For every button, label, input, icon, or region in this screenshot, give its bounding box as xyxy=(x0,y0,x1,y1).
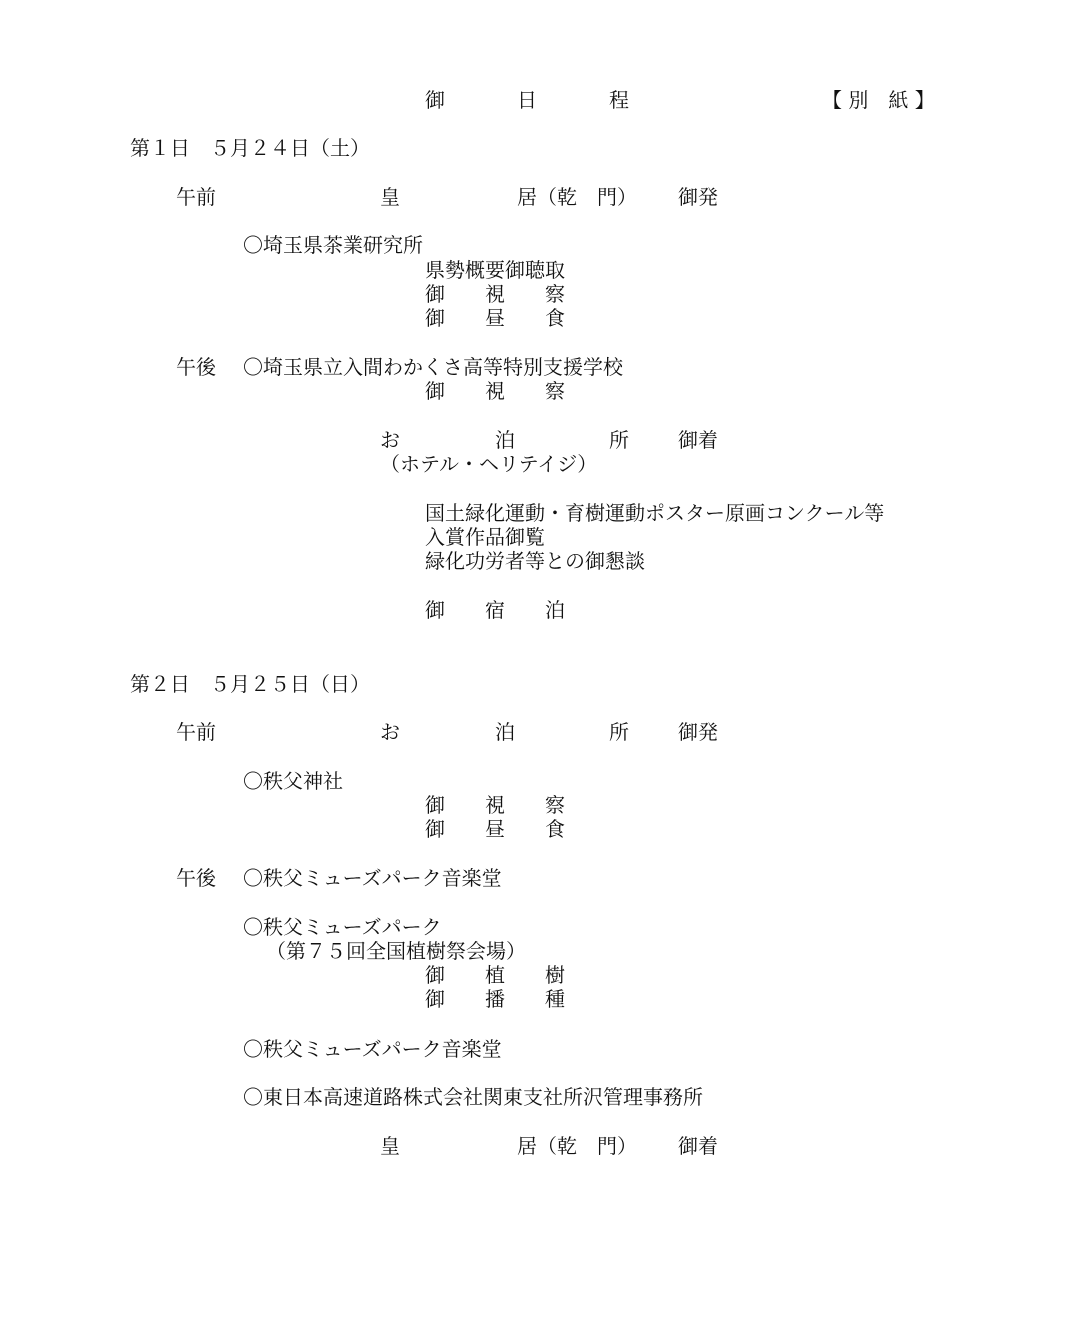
day1-departure-place2: 居（乾 門） xyxy=(517,185,637,209)
day2-pm-venue-2: 〇秩父ミューズパーク xyxy=(243,915,442,939)
day2-pm-venue-3: 〇秩父ミューズパーク音楽堂 xyxy=(243,1037,502,1061)
day1-arrival-c2: 泊 xyxy=(495,428,515,452)
day2-arrival-place2: 居（乾 門） xyxy=(517,1134,637,1158)
day2-pm-activity-2: 御 播 種 xyxy=(425,987,565,1011)
day1-departure-action: 御発 xyxy=(678,185,718,209)
day2-am-venue: 〇秩父神社 xyxy=(243,769,343,793)
title-char-2: 日 xyxy=(517,88,537,112)
day2-am-label: 午前 xyxy=(176,720,216,744)
day2-arrival-place1: 皇 xyxy=(380,1134,400,1158)
day1-arrival-c1: お xyxy=(380,428,400,452)
day1-pm-activity: 御 視 察 xyxy=(425,379,565,403)
day1-evening-1: 国土緑化運動・育樹運動ポスター原画コンクール等 xyxy=(425,501,885,525)
title-char-3: 程 xyxy=(609,88,629,112)
day2-pm-venue-1: 〇秩父ミューズパーク音楽堂 xyxy=(243,866,502,890)
day1-am-label: 午前 xyxy=(176,185,216,209)
day2-pm-activity-1: 御 植 樹 xyxy=(425,963,565,987)
day1-am-activity-3: 御 昼 食 xyxy=(425,306,565,330)
day1-am-venue: 〇埼玉県茶業研究所 xyxy=(243,233,423,257)
day2-pm-label: 午後 xyxy=(176,866,216,890)
day2-departure-c1: お xyxy=(380,720,400,744)
day1-arrival-action: 御着 xyxy=(678,428,718,452)
attachment-label: 【 別 紙 】 xyxy=(822,88,935,112)
day2-heading: 第２日 ５月２５日（日） xyxy=(130,672,370,696)
day1-departure-place1: 皇 xyxy=(380,185,400,209)
day1-stay: 御 宿 泊 xyxy=(425,598,565,622)
title-char-1: 御 xyxy=(425,88,445,112)
day1-am-activity-1: 県勢概要御聴取 xyxy=(425,258,565,282)
day1-pm-label: 午後 xyxy=(176,355,216,379)
day2-am-activity-2: 御 昼 食 xyxy=(425,817,565,841)
day1-pm-venue: 〇埼玉県立入間わかくさ高等特別支援学校 xyxy=(243,355,623,379)
day2-arrival-action: 御着 xyxy=(678,1134,718,1158)
day2-departure-c2: 泊 xyxy=(495,720,515,744)
day1-am-activity-2: 御 視 察 xyxy=(425,282,565,306)
day1-hotel-note: （ホテル・ヘリテイジ） xyxy=(380,452,598,476)
day1-evening-2: 入賞作品御覧 xyxy=(425,525,545,549)
day1-heading: 第１日 ５月２４日（土） xyxy=(130,136,370,160)
day1-evening-3: 緑化功労者等との御懇談 xyxy=(425,549,645,573)
day2-pm-venue-2-note: （第７５回全国植樹祭会場） xyxy=(266,939,526,963)
day2-departure-c3: 所 xyxy=(609,720,629,744)
day1-arrival-c3: 所 xyxy=(609,428,629,452)
day2-pm-venue-4: 〇東日本高速道路株式会社関東支社所沢管理事務所 xyxy=(243,1085,703,1109)
day2-am-activity-1: 御 視 察 xyxy=(425,793,565,817)
day2-departure-action: 御発 xyxy=(678,720,718,744)
